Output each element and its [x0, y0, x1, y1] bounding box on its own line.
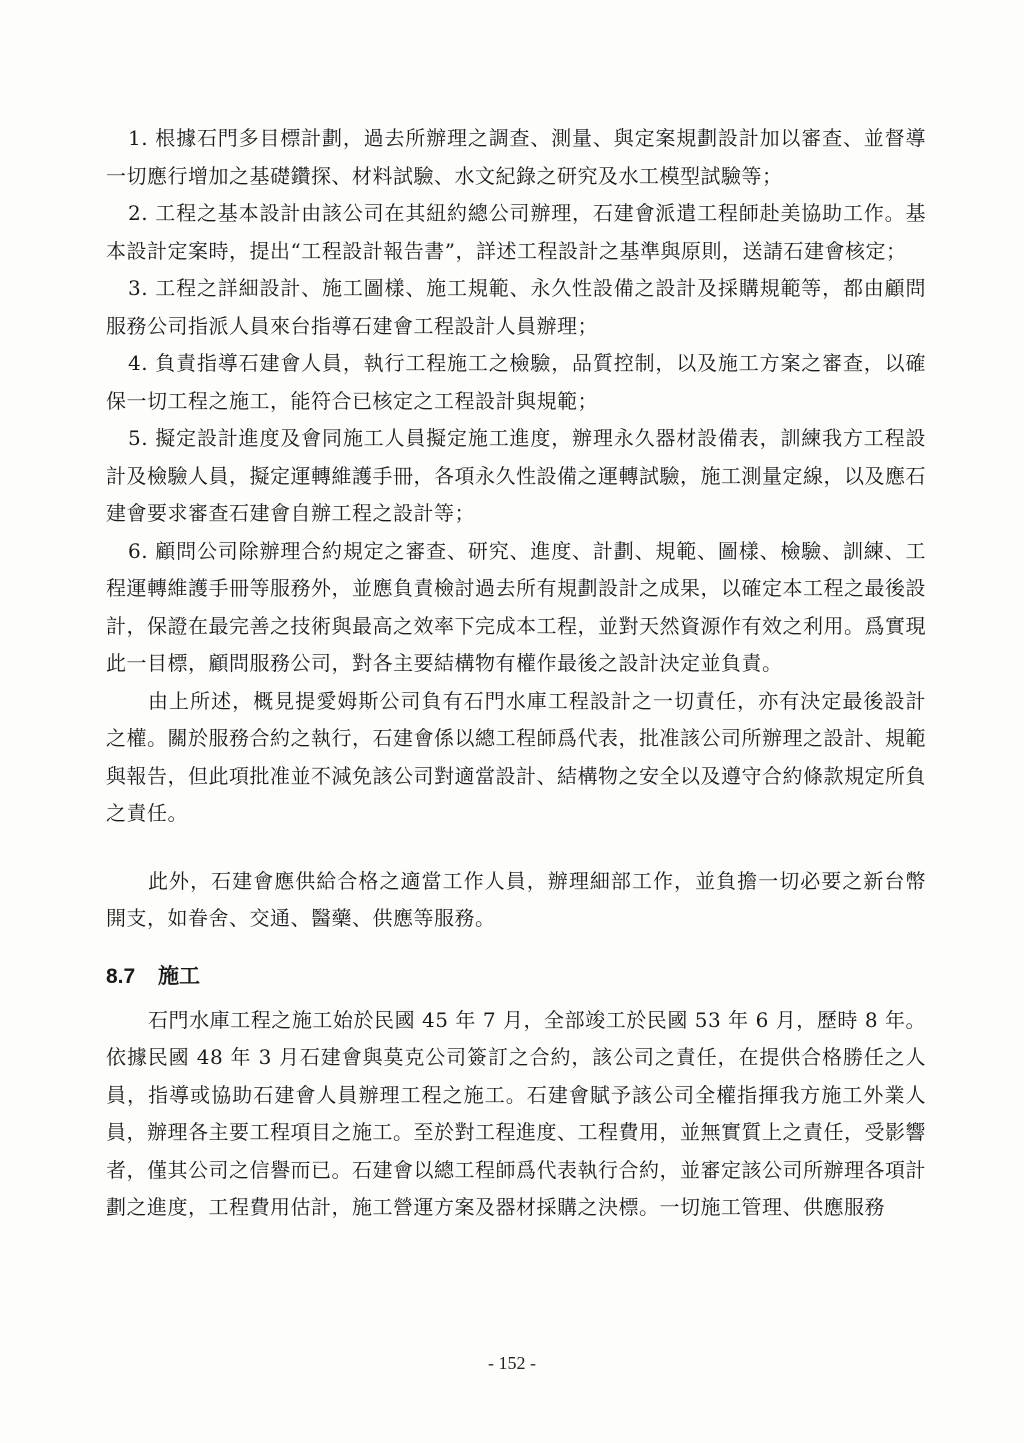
body-paragraph: 此外，石建會應供給合格之適當工作人員，辦理細部工作，並負擔一切必要之新台幣開支，如眷舍、交通、醫藥、供應等服務。	[106, 868, 926, 930]
list-item: 3. 工程之詳細設計、施工圖樣、施工規範、永久性設備之設計及採購規範等，都由顧問服務公司指派人員來台指導石建會工程設計人員辦理；	[106, 276, 926, 338]
section-number: 8.7	[106, 964, 136, 988]
list-item: 2. 工程之基本設計由該公司在其紐約總公司辦理，石建會派遣工程師赴美協助工作。基本設計定案時，提出“工程設計報告書”，詳述工程設計之基準與原則，送請石建會核定；	[106, 201, 926, 263]
section-title: 施工	[158, 964, 200, 988]
section-paragraph: 石門水庫工程之施工始於民國 45 年 7 月，全部竣工於民國 53 年 6 月，歷時 8 年。依據民國 48 年 3 月石建會與莫克公司簽訂之合約，該公司之責任，在提供合格勝任之人員，指導或協助石建會人員辦理工程之施工。石建會賦予該公司全權指揮我方施工外業人員，辦理各主要工程項目之施工。至於對工程進度、工程費用，並無實質上之責任，受影響者，僅其公司之信譽而已。石建會以總工程師爲代表執行合約，並審定該公司所辦理各項計劃之進度，工程費用估計，施工營運方案及器材採購之決標。一切施工管理、供應服務	[106, 1007, 926, 1219]
list-item: 1. 根據石門多目標計劃，過去所辦理之調查、測量、與定案規劃設計加以審查、並督導一切應行增加之基礎鑽探、材料試驗、水文紀錄之研究及水工模型試驗等；	[106, 126, 926, 188]
document-body	[106, 120, 926, 1227]
body-paragraph: 由上所述，概見提愛姆斯公司負有石門水庫工程設計之一切責任，亦有決定最後設計之權。關於服務合約之執行，石建會係以總工程師爲代表，批准該公司所辦理之設計、規範與報告，但此項批准並不減免該公司對適當設計、結構物之安全以及遵守合約條款規定所負之責任。	[106, 688, 926, 825]
page-number: - 152 -	[488, 1353, 536, 1373]
section-heading	[106, 960, 926, 994]
paragraph-spacer	[106, 833, 926, 863]
list-item: 4. 負責指導石建會人員，執行工程施工之檢驗，品質控制，以及施工方案之審查，以確保一切工程之施工，能符合已核定之工程設計與規範；	[106, 351, 926, 413]
list-item: 6. 顧問公司除辦理合約規定之審查、研究、進度、計劃、規範、圖樣、檢驗、訓練、工程運轉維護手冊等服務外，並應負責檢討過去所有規劃設計之成果，以確定本工程之最後設計，保證在最完善之技術與最高之效率下完成本工程，並對天然資源作有效之利用。爲實現此一目標，顧問服務公司，對各主要結構物有權作最後之設計決定並負責。	[106, 538, 926, 675]
list-item: 5. 擬定設計進度及會同施工人員擬定施工進度，辦理永久器材設備表，訓練我方工程設計及檢驗人員，擬定運轉維護手冊，各項永久性設備之運轉試驗，施工測量定線，以及應石建會要求審查石建會自辦工程之設計等；	[106, 426, 926, 525]
